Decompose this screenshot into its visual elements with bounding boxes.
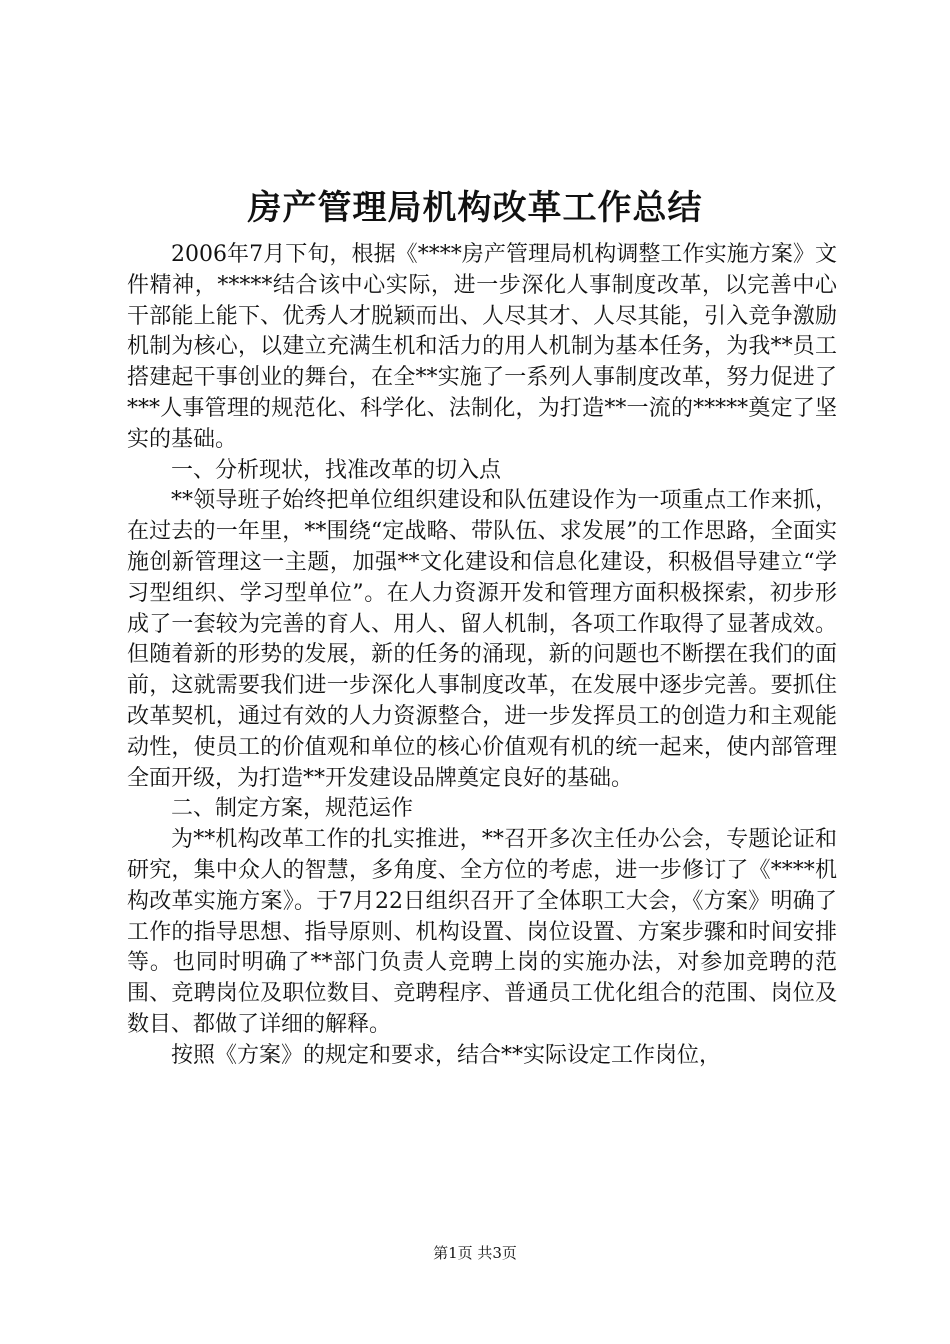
paragraph-section-1: **领导班子始终把单位组织建设和队伍建设作为一项重点工作来抓，在过去的一年里，**围绕“定战略、带队伍、求发展”的工作思路，全面实施创新管理这一主题，加强**文化建设和信息化建设，积极倡导建立“学习型组织、学习型单位”。在人力资源开发和管理方面积极探索，初步形成了一套较为完善的育人、用人、留人机制，各项工作取得了显著成效。但随着新的形势的发展，新的任务的涌现，新的问题也不断摆在我们的面前，这就需要我们进一步深化人事制度改革，在发展中逐步完善。要抓住改革契机，通过有效的人力资源整合，进一步发挥员工的创造力和主观能动性，使员工的价值观和单位的核心价值观有机的统一起来，使内部管理全面开级，为打造**开发建设品牌奠定良好的基础。 [127,488,837,791]
paragraph-intro: 2006年7月下旬，根据《****房产管理局机构调整工作实施方案》文件精神，*****结合该中心实际，进一步深化人事制度改革，以完善中心干部能上能下、优秀人才脱颖而出、人尽其才、人尽其能，引入竞争激励机制为核心，以建立充满生机和活力的用人机制为基本任务，为我**员工搭建起干事创业的舞台，在全**实施了一系列人事制度改革，努力促进了***人事管理的规范化、科学化、法制化，为打造**一流的*****奠定了坚实的基础。 [127,242,837,452]
section-heading-1: 一、分析现状，找准改革的切入点 [171,457,502,483]
paragraph-continuation: 按照《方案》的规定和要求，结合**实际设定工作岗位， [171,1042,722,1068]
document-title: 房产管理局机构改革工作总结 [247,188,703,228]
section-heading-2: 二、制定方案，规范运作 [171,796,414,822]
paragraph-section-2: 为**机构改革工作的扎实推进，**召开多次主任办公会，专题论证和研究，集中众人的智慧，多角度、全方位的考虑，进一步修订了《****机构改革实施方案》。于7月22日组织召开了全体职工大会，《方案》明确了工作的指导思想、指导原则、机构设置、岗位设置、方案步骤和时间安排等。也同时明确了**部门负责人竞聘上岗的实施办法，对参加竞聘的范围、竞聘岗位及职位数目、竞聘程序、普通员工优化组合的范围、岗位及数目、都做了详细的解释。 [127,827,837,1037]
page-number-footer: 第1页 共3页 [433,1244,517,1262]
document-body [127,240,837,1072]
